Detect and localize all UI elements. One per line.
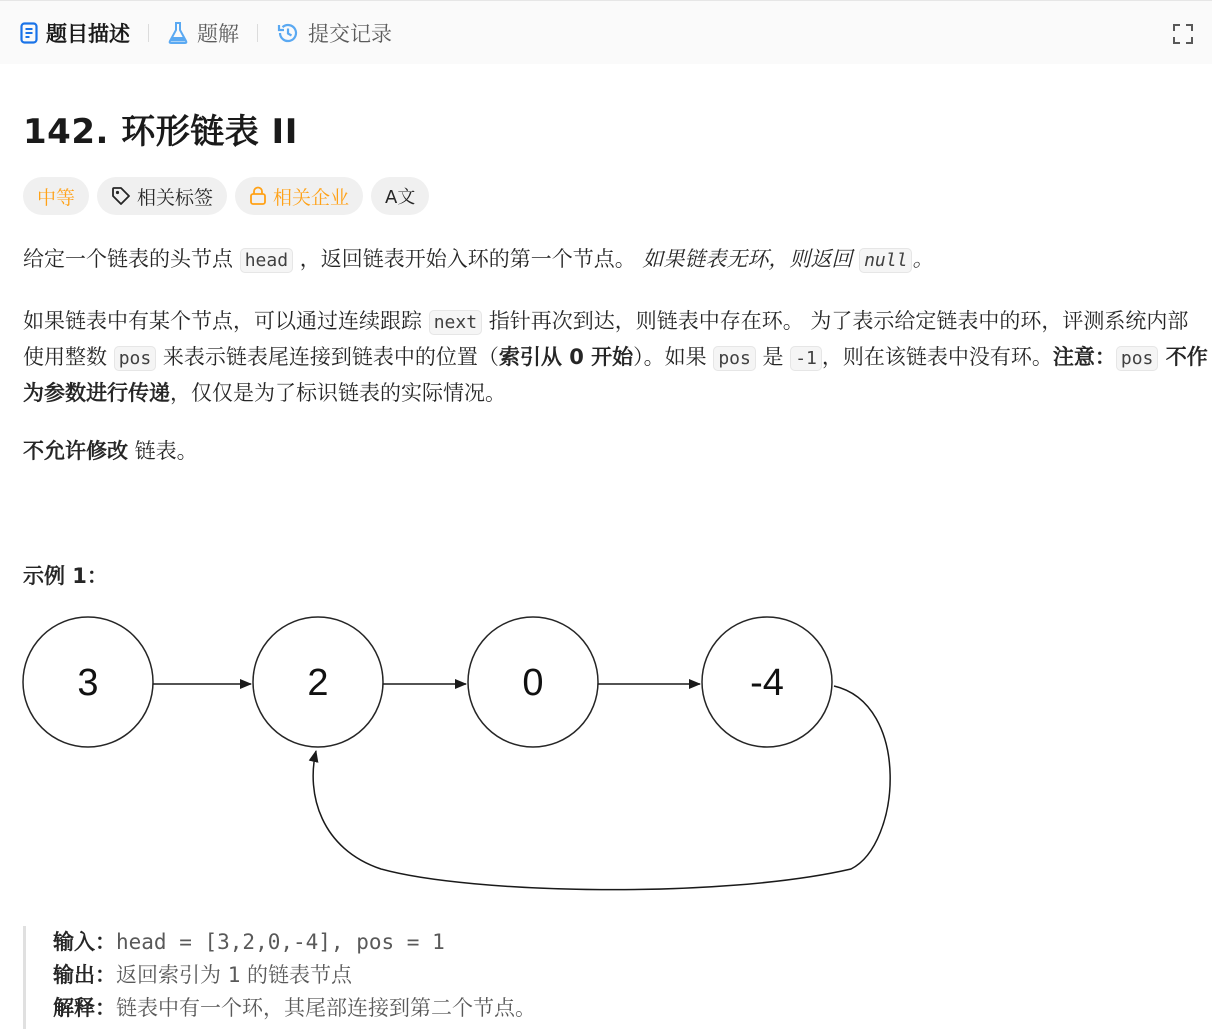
document-icon — [20, 22, 38, 44]
text: 给定一个链表的头节点 — [23, 247, 240, 271]
problem-tags — [23, 177, 429, 215]
node-value: 0 — [522, 662, 544, 704]
bold-text: 注意： — [1052, 345, 1116, 369]
input-label: 输入： — [53, 930, 116, 954]
lock-icon — [249, 186, 267, 206]
inline-code: -1 — [790, 346, 822, 371]
text: ，返回链表开始入环的第一个节点。 — [293, 247, 643, 271]
linked-list-diagram — [21, 614, 921, 914]
italic-text: 。 — [912, 247, 934, 271]
text: ）。如果 — [633, 345, 714, 369]
node-value: 3 — [77, 662, 99, 704]
related-tags-label: 相关标签 — [137, 186, 214, 209]
inline-code: head — [240, 248, 293, 273]
text: 指针再次到达，则链表中存在环。 为了表示给定链表中的环，评测系统内部使用整数 — [23, 309, 1189, 369]
tab-solutions-label: 题解 — [197, 21, 239, 46]
difficulty-badge[interactable]: 中等 — [23, 177, 89, 215]
description-paragraph-2 — [23, 304, 1208, 410]
tag-icon — [111, 186, 131, 206]
tab-solutions[interactable] — [163, 13, 243, 53]
explanation-label: 解释： — [53, 996, 116, 1020]
tab-divider — [148, 24, 149, 42]
output-index: 1 — [227, 963, 241, 987]
inline-code: pos — [114, 346, 157, 371]
inline-code: null — [859, 248, 912, 273]
example-input-line — [53, 926, 1208, 959]
translate-icon: A文 — [385, 187, 416, 208]
bold-text: 不作为参数进行传递 — [23, 345, 1208, 405]
bold-text: 索引从 0 开始 — [498, 345, 634, 369]
translate-button[interactable] — [371, 177, 429, 215]
example-output-line — [53, 959, 1208, 992]
inline-code: pos — [713, 346, 756, 371]
bold-text: 不允许修改 — [23, 439, 128, 463]
example-1-io — [23, 926, 1208, 1029]
related-tags-button[interactable] — [97, 177, 227, 215]
text: ，则在该链表中没有环。 — [821, 345, 1053, 369]
history-icon — [276, 21, 300, 45]
explanation-value: 链表中有一个环，其尾部连接到第二个节点。 — [116, 996, 536, 1020]
inline-code: next — [429, 310, 482, 335]
output-label: 输出： — [53, 963, 116, 987]
text: 如果链表中有某个节点，可以通过连续跟踪 — [23, 309, 429, 333]
problem-title: 142. 环形链表 II — [23, 112, 298, 152]
example-1-title: 示例 1： — [23, 564, 108, 588]
output-text: 返回索引为 — [116, 963, 228, 987]
node-value: 2 — [307, 662, 329, 704]
related-companies-button[interactable] — [235, 177, 363, 215]
text: 来表示链表尾连接到链表中的位置（ — [156, 345, 499, 369]
input-value: head = [3,2,0,-4], pos = 1 — [116, 930, 445, 954]
tab-description[interactable] — [16, 13, 134, 53]
node-value: -4 — [750, 662, 784, 704]
italic-text: 如果链表无环，则返回 — [642, 247, 860, 271]
text: 是 — [755, 345, 791, 369]
tab-submissions-label: 提交记录 — [308, 21, 392, 46]
inline-code: pos — [1116, 346, 1159, 371]
related-companies-label: 相关企业 — [273, 186, 350, 209]
text: ，仅仅是为了标识链表的实际情况。 — [170, 381, 506, 405]
text: 链表。 — [128, 439, 198, 463]
description-paragraph-1 — [23, 242, 1208, 278]
fullscreen-icon[interactable] — [1172, 23, 1194, 45]
tab-bar — [0, 0, 1212, 64]
tab-description-label: 题目描述 — [46, 21, 130, 46]
output-text: 的链表节点 — [240, 963, 353, 987]
tab-submissions[interactable] — [272, 13, 396, 53]
example-explanation-line — [53, 992, 1208, 1025]
tab-divider — [257, 24, 258, 42]
flask-icon — [167, 21, 189, 45]
description-paragraph-3 — [23, 434, 1208, 468]
